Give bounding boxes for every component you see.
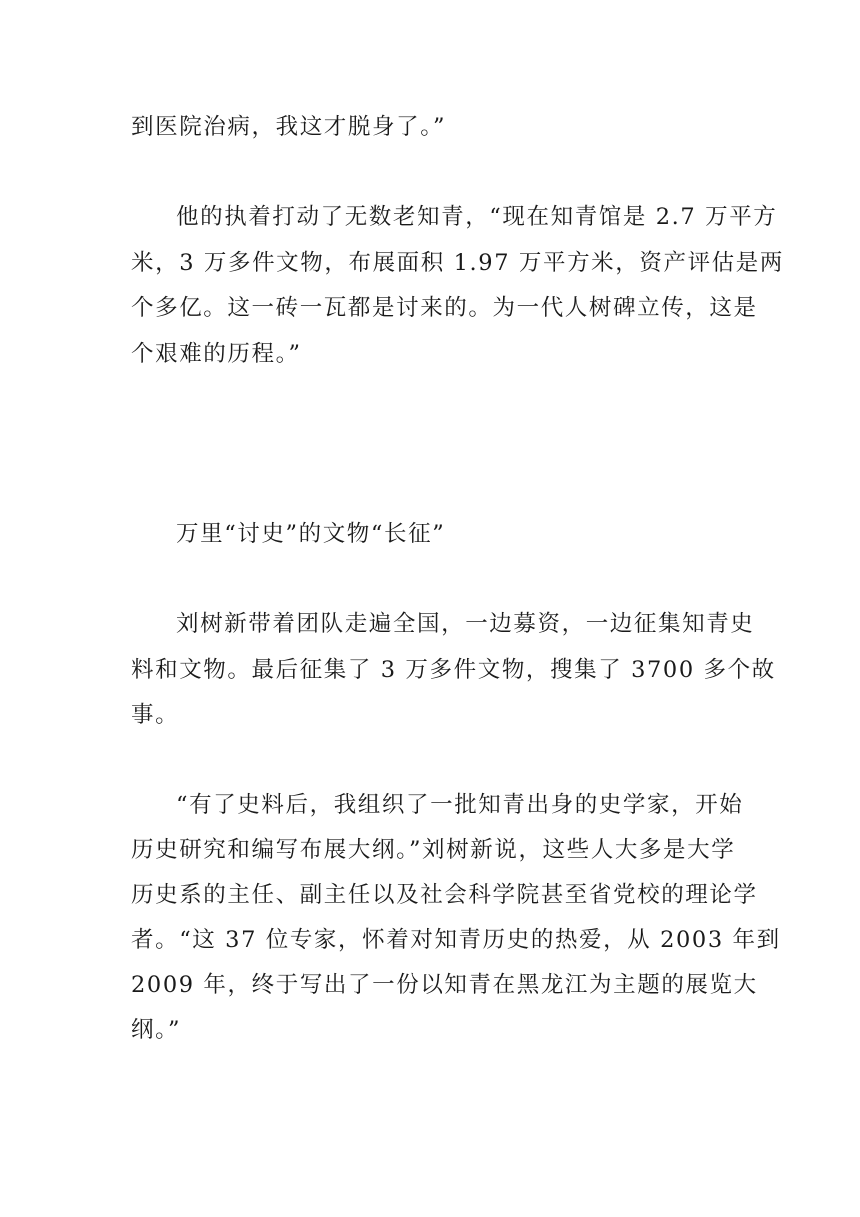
paragraph-4-line-5: 2009 年，终于写出了一份以知青在黑龙江为主题的展览大	[131, 972, 758, 998]
paragraph-2-line-2: 米，3 万多件文物，布展面积 1.97 万平方米，资产评估是两	[131, 250, 784, 276]
paragraph-4-line-1: “有了史料后，我组织了一批知青出身的史学家，开始	[176, 792, 744, 818]
paragraph-2-line-3: 个多亿。这一砖一瓦都是讨来的。为一代人树碑立传，这是	[131, 295, 758, 321]
paragraph-4-line-6: 纲。”	[131, 1017, 182, 1043]
paragraph-2-line-4: 个艰难的历程。”	[131, 341, 302, 367]
paragraph-4-line-4: 者。“这 37 位专家，怀着对知青历史的热爱，从 2003 年到	[131, 927, 781, 953]
paragraph-3-line-2: 料和文物。最后征集了 3 万多件文物，搜集了 3700 多个故	[131, 657, 776, 683]
paragraph-4-line-3: 历史系的主任、副主任以及社会科学院甚至省党校的理论学	[131, 882, 758, 908]
paragraph-4-line-2: 历史研究和编写布展大纲。”刘树新说，这些人大多是大学	[131, 837, 736, 863]
paragraph-3-line-1: 刘树新带着团队走遍全国，一边募资，一边征集知青史	[176, 611, 755, 637]
paragraph-2-line-1: 他的执着打动了无数老知青，“现在知青馆是 2.7 万平方	[176, 204, 778, 230]
paragraph-3-line-3: 事。	[131, 702, 180, 728]
section-heading: 万里“讨史”的文物“长征”	[176, 521, 446, 547]
paragraph-1-line-1: 到医院治病，我这才脱身了。”	[131, 114, 447, 140]
